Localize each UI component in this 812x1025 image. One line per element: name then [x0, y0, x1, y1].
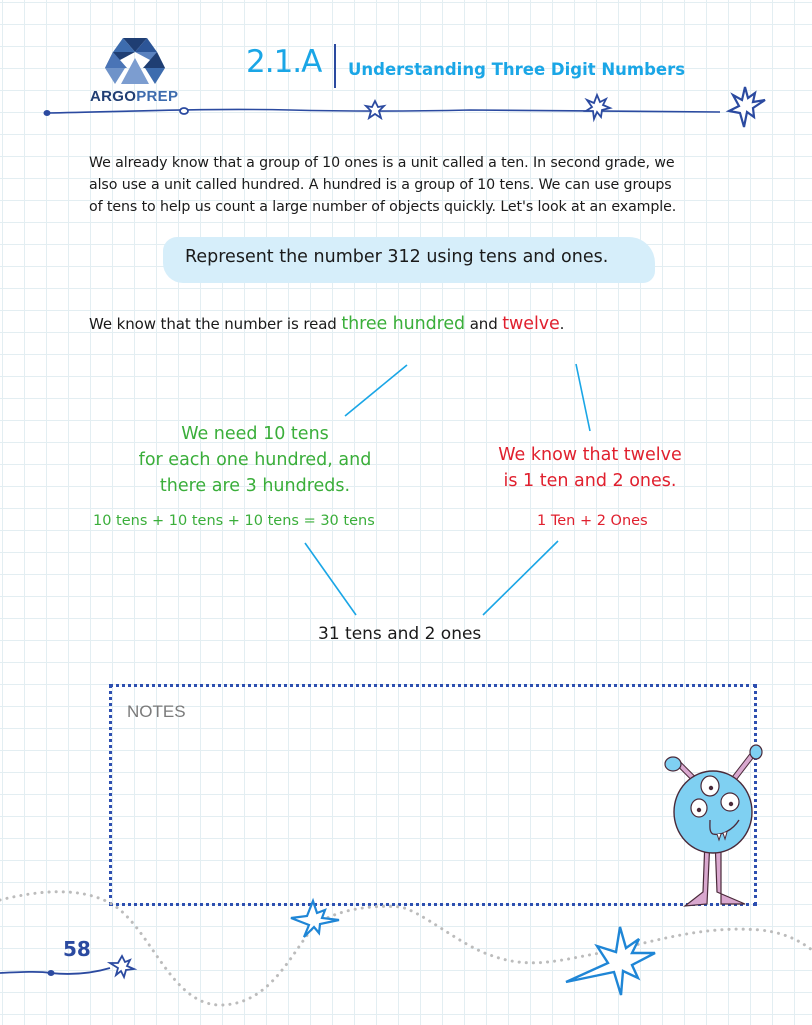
line-dot-icon	[48, 970, 55, 976]
intro-line: of tens to help us count a large number of objects quickly. Let's look at an example.	[89, 199, 677, 215]
hundreds-calculation: 10 tens + 10 tens + 10 tens = 30 tens	[93, 513, 375, 529]
star-icon	[366, 101, 384, 118]
problem-statement: Represent the number 312 using tens and ones.	[185, 247, 609, 267]
connector-line	[483, 541, 558, 615]
tens-ones-part: twelve	[502, 314, 560, 334]
footer-decoration	[0, 865, 812, 1025]
connector-line	[576, 364, 590, 431]
logo-wordmark: ARGOPREP	[90, 88, 179, 105]
intro-line: also use a unit called hundred. A hundred is a group of 10 tens. We can use groups	[89, 177, 672, 193]
star-small-icon	[110, 956, 134, 977]
notes-label: NOTES	[127, 702, 186, 721]
page-number: 58	[63, 937, 91, 961]
header-decorative-line	[0, 85, 812, 145]
line-ring-icon	[180, 108, 188, 114]
final-answer: 31 tens and 2 ones	[318, 624, 482, 644]
connector-line	[345, 365, 407, 416]
header-divider	[334, 44, 336, 88]
burst-icon	[291, 901, 339, 937]
line-dot-icon	[44, 110, 51, 116]
number-reading: We know that the number is read three hundred and twelve.	[89, 314, 565, 334]
burst-large-icon	[729, 87, 765, 127]
connector-line	[305, 543, 356, 615]
burst-large-icon	[566, 927, 655, 995]
twelve-calculation: 1 Ten + 2 Ones	[537, 513, 648, 529]
burst-icon	[586, 95, 610, 119]
twelve-explanation: We know that twelve is 1 ten and 2 ones.	[498, 445, 682, 491]
intro-line: We already know that a group of 10 ones is a unit called a ten. In second grade, we	[89, 155, 675, 171]
section-number: 2.1.A	[246, 44, 322, 80]
hundreds-part: three hundred	[341, 314, 466, 334]
intro-paragraph	[89, 152, 749, 218]
logo-icon	[105, 38, 165, 84]
hundreds-explanation: We need 10 tens for each one hundred, and there are 3 hundreds.	[138, 424, 372, 496]
section-title: Understanding Three Digit Numbers	[348, 60, 686, 79]
